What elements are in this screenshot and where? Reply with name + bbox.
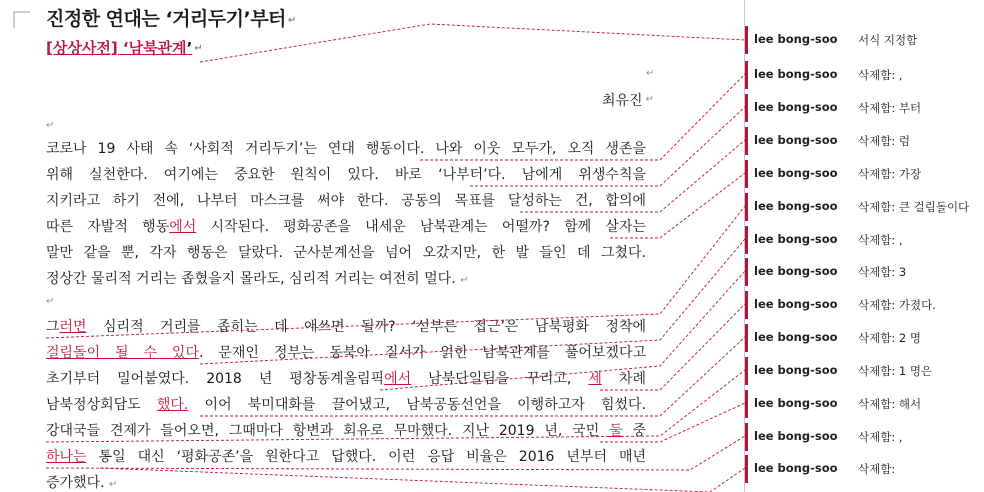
balloon-author: lee bong-soo bbox=[754, 32, 838, 46]
text-line bbox=[46, 470, 646, 492]
balloon-action: 삭제함: bbox=[858, 430, 896, 444]
text-run: 정상간 물리적 거리는 좁혔을지 몰라도, 심리적 거리는 여전히 멀다. bbox=[46, 271, 456, 287]
balloon-detail: 럼 bbox=[898, 134, 910, 148]
tracked-insertion[interactable]: 러면 bbox=[59, 319, 87, 335]
balloon-action: 서식 지정함 bbox=[858, 33, 918, 47]
balloon-detail: 3 bbox=[898, 265, 907, 279]
paragraph-mark: ↵ bbox=[109, 479, 118, 490]
text-run: 강대국들 견제가 들어오면, 그때마다 항변과 회유로 무마했다. 지난 2019 년, 국민 bbox=[46, 423, 610, 439]
revision-balloon[interactable] bbox=[745, 324, 984, 352]
text-run: 심리적 거리를 좁히는 데 애쓰면 될까? ‘섣부른 접근’은 남북평화 정착에 bbox=[86, 319, 646, 335]
paragraph-mark: ↵ bbox=[46, 296, 55, 307]
author-name[interactable] bbox=[602, 90, 654, 110]
balloon-text bbox=[858, 133, 910, 149]
revision-balloon[interactable] bbox=[745, 193, 984, 221]
balloon-bar bbox=[745, 455, 748, 483]
balloon-author: lee bong-soo bbox=[754, 396, 838, 410]
balloon-text bbox=[858, 396, 921, 412]
balloon-author: lee bong-soo bbox=[754, 166, 838, 180]
balloon-text bbox=[858, 67, 903, 83]
balloon-bar bbox=[745, 61, 748, 89]
balloon-text bbox=[858, 199, 969, 215]
text-line bbox=[46, 214, 646, 240]
balloon-detail: , bbox=[898, 430, 903, 444]
text-run: 남북단일팀을 꾸리고, bbox=[411, 371, 589, 387]
balloon-text bbox=[858, 461, 895, 477]
balloon-bar bbox=[745, 357, 748, 385]
text-run: 이어 북미대화를 끌어냈고, 남북공동선언을 이행하고자 힘썼다. bbox=[188, 397, 646, 413]
balloon-action: 삭제함: bbox=[858, 364, 896, 378]
balloon-text bbox=[858, 264, 906, 280]
balloon-detail: 1 명은 bbox=[898, 364, 933, 378]
markup-balloon-pane bbox=[745, 0, 984, 492]
paragraph-mark: ↵ bbox=[194, 43, 203, 54]
balloon-action: 삭제함: bbox=[858, 68, 896, 82]
balloon-detail: 가장 bbox=[898, 167, 922, 181]
text-line: 말만 같을 뿐, 각자 행동은 달랐다. 군사분계선을 넘어 오갔지만, 한 발 들인 데 그쳤다. bbox=[46, 245, 646, 261]
balloon-action: 삭제함: bbox=[858, 200, 896, 214]
balloon-bar bbox=[745, 193, 748, 221]
text-line: 코로나 19 사태 속 ‘사회적 거리두기’는 연대 행동이다. 나와 이웃 모두가, 오직 생존을 bbox=[46, 141, 646, 157]
text-run: 따른 자발적 행동 bbox=[46, 219, 170, 235]
margin-crop-mark bbox=[10, 8, 30, 28]
balloon-bar bbox=[745, 26, 748, 54]
balloon-text bbox=[858, 166, 921, 182]
text-line bbox=[46, 444, 646, 470]
tracked-insertion[interactable]: 세 bbox=[588, 371, 602, 387]
revision-balloon[interactable] bbox=[745, 26, 984, 54]
paragraph-mark: ↵ bbox=[46, 120, 55, 131]
balloon-action: 삭제함: bbox=[858, 233, 896, 247]
balloon-author: lee bong-soo bbox=[754, 100, 838, 114]
text-run: 증가했다. bbox=[46, 475, 105, 491]
balloon-bar bbox=[745, 258, 748, 286]
revision-balloon[interactable] bbox=[745, 258, 984, 286]
subtitle-closing-quote: ’ bbox=[186, 39, 193, 57]
text-line bbox=[46, 392, 646, 418]
text-run: 중 bbox=[622, 423, 646, 439]
balloon-author: lee bong-soo bbox=[754, 363, 838, 377]
balloon-text bbox=[858, 32, 917, 48]
balloon-detail: , bbox=[898, 233, 903, 247]
balloon-bar bbox=[745, 291, 748, 319]
revision-balloon[interactable] bbox=[745, 291, 984, 319]
balloon-author: lee bong-soo bbox=[754, 297, 838, 311]
balloon-author: lee bong-soo bbox=[754, 199, 838, 213]
balloon-author: lee bong-soo bbox=[754, 429, 838, 443]
tracked-insertion[interactable]: 걸림돌이 될 수 있다 bbox=[46, 345, 199, 361]
balloon-detail: 2 명 bbox=[898, 331, 921, 345]
balloon-text bbox=[858, 232, 903, 248]
balloon-author: lee bong-soo bbox=[754, 461, 838, 475]
text-line: 지키라고 하기 전에, 나부터 마스크를 써야 한다. 공동의 목표를 달성하는 건, 합의에 bbox=[46, 193, 646, 209]
balloon-detail: 부터 bbox=[898, 101, 922, 115]
paragraph-mark: ↵ bbox=[460, 275, 469, 286]
balloon-bar bbox=[745, 423, 748, 451]
text-run: 그 bbox=[46, 319, 60, 335]
balloon-bar bbox=[745, 324, 748, 352]
paragraph-mark: ↵ bbox=[287, 15, 296, 26]
text-line bbox=[46, 366, 646, 392]
balloon-detail: 가졌다. bbox=[898, 298, 936, 312]
tracked-insertion[interactable]: 하나는 bbox=[46, 449, 87, 465]
document-subtitle[interactable] bbox=[46, 37, 201, 58]
balloon-detail: 큰 걸림돌이다 bbox=[898, 200, 970, 214]
balloon-action: 삭제함: bbox=[858, 265, 896, 279]
balloon-author: lee bong-soo bbox=[754, 232, 838, 246]
revision-balloon[interactable] bbox=[745, 61, 984, 89]
balloon-action: 삭제함: bbox=[858, 134, 896, 148]
balloon-text bbox=[858, 297, 936, 313]
balloon-action: 삭제함: bbox=[858, 397, 896, 411]
tracked-insertion[interactable]: 에서 bbox=[169, 219, 197, 235]
balloon-action: 삭제함: bbox=[858, 331, 896, 345]
paragraph-mark: ↵ bbox=[646, 68, 655, 79]
balloon-detail: 해서 bbox=[898, 397, 922, 411]
revision-balloon[interactable] bbox=[745, 94, 984, 122]
revision-balloon[interactable] bbox=[745, 390, 984, 418]
balloon-author: lee bong-soo bbox=[754, 67, 838, 81]
balloon-action: 삭제함: bbox=[858, 101, 896, 115]
document-title[interactable] bbox=[46, 4, 294, 31]
balloon-author: lee bong-soo bbox=[754, 330, 838, 344]
paragraph-mark: ↵ bbox=[645, 94, 654, 105]
balloon-author: lee bong-soo bbox=[754, 133, 838, 147]
text-run: 초기부터 밀어붙였다. 2018 년 평창동계올림픽 bbox=[46, 371, 385, 387]
balloon-bar bbox=[745, 390, 748, 418]
balloon-text bbox=[858, 363, 932, 379]
text-line: 위해 실천한다. 여기에는 중요한 원칙이 있다. 바로 ‘나부터’다. 남에게 위생수칙을 bbox=[46, 167, 646, 183]
text-run: 차례 bbox=[601, 371, 646, 387]
balloon-bar bbox=[745, 94, 748, 122]
tracked-insertion[interactable]: 둘 bbox=[609, 423, 623, 439]
text-line bbox=[46, 418, 646, 444]
revision-balloon[interactable] bbox=[745, 423, 984, 451]
subtitle-text: [상상사전] ‘남북관계 bbox=[46, 39, 187, 57]
revision-balloon[interactable] bbox=[745, 160, 984, 188]
balloon-bar bbox=[745, 160, 748, 188]
text-line bbox=[46, 314, 646, 340]
balloon-text bbox=[858, 100, 921, 116]
tracked-insertion[interactable]: 했다. bbox=[156, 397, 189, 413]
text-line bbox=[46, 340, 646, 366]
revision-balloon[interactable] bbox=[745, 357, 984, 385]
title-text: 진정한 연대는 ‘거리두기’부터 bbox=[46, 8, 286, 30]
text-run: 통일 대신 ‘평화공존’을 원한다고 답했다. 이런 응답 비율은 2016 년부터 매년 bbox=[86, 449, 646, 465]
balloon-bar bbox=[745, 226, 748, 254]
author-text: 최유진 bbox=[602, 93, 643, 109]
balloon-detail: , bbox=[898, 68, 903, 82]
text-run: 남북정상회담도 bbox=[46, 397, 157, 413]
text-line bbox=[46, 266, 646, 292]
revision-balloon[interactable] bbox=[745, 226, 984, 254]
balloon-author: lee bong-soo bbox=[754, 264, 838, 278]
balloon-text bbox=[858, 330, 921, 346]
balloon-bar bbox=[745, 127, 748, 155]
balloon-action: 삭제함: bbox=[858, 167, 896, 181]
balloon-action: 삭제함: bbox=[858, 298, 896, 312]
text-run: . 문재인 정부는 동북아 질서가 얽힌 남북관계를 풀어보겠다고 bbox=[198, 345, 646, 361]
revision-balloon[interactable] bbox=[745, 127, 984, 155]
balloon-text bbox=[858, 429, 903, 445]
revision-balloon[interactable] bbox=[745, 455, 984, 483]
tracked-insertion[interactable]: 에서 bbox=[384, 371, 412, 387]
balloon-action: 삭제함: bbox=[858, 462, 896, 476]
text-run: 시작된다. 평화공존을 내세운 남북관계는 어떨까? 함께 살자는 bbox=[196, 219, 646, 235]
